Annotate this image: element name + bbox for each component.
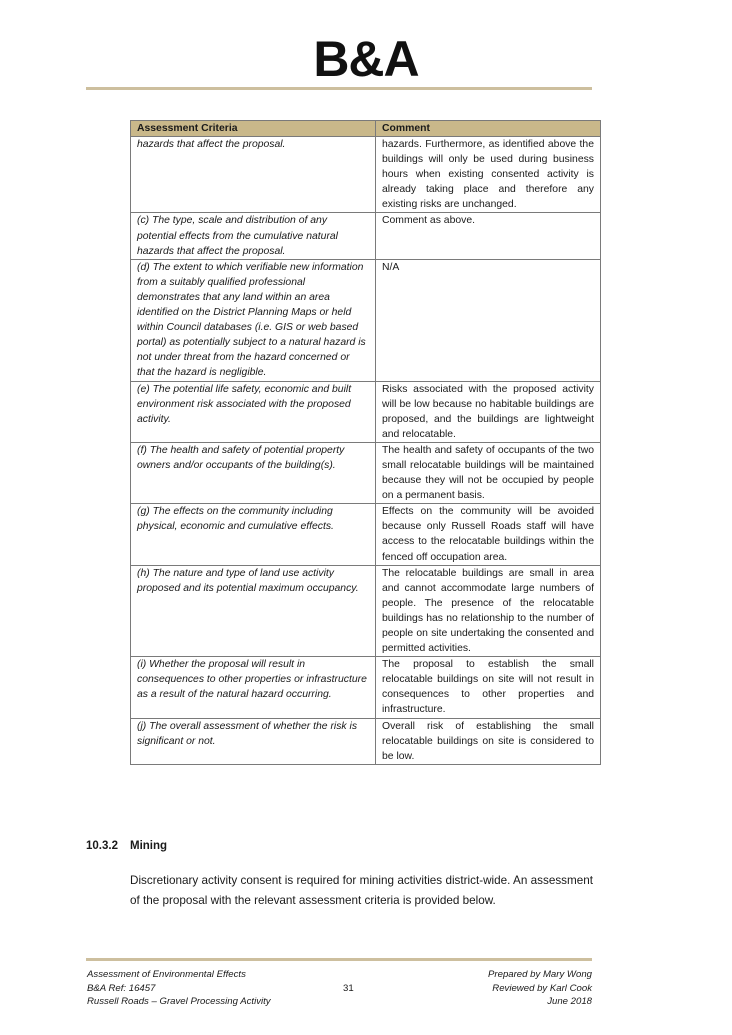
- criteria-cell: (j) The overall assessment of whether the risk is significant or not.: [131, 718, 376, 764]
- criteria-cell: (g) The effects on the community including physical, economic and cumulative effects.: [131, 504, 376, 565]
- table-row: [131, 657, 601, 718]
- section-number: 10.3.2: [86, 840, 118, 852]
- section-title: Mining: [130, 840, 168, 852]
- table-header-row: [131, 121, 601, 137]
- criteria-cell: (f) The health and safety of potential property owners and/or occupants of the building(s).: [131, 442, 376, 503]
- comment-cell: The relocatable buildings are small in area and cannot accommodate large numbers of people. The presence of the relocatable buildings has no relationship to the number of people on site undertaking the consented and permitted activities.: [376, 565, 601, 657]
- table-row: [131, 381, 601, 442]
- comment-cell: The proposal to establish the small relocatable buildings on site will not result in consequences to other properties and infrastructure.: [376, 657, 601, 718]
- company-logo: B&A: [313, 31, 419, 87]
- comment-cell: N/A: [376, 259, 601, 381]
- footer-right: [488, 968, 592, 1009]
- table-row: [131, 213, 601, 259]
- comment-cell: hazards. Furthermore, as identified above the buildings will only be used during business hours when existing consented activity is already taking place and therefore any existing risks are unchanged.: [376, 137, 601, 213]
- criteria-cell: (d) The extent to which verifiable new information from a suitably qualified professional demonstrates that any land within an area identified on the District Planning Maps or held within Council databases (i.e. GIS or web based portal) as potentially subject to a natural hazard is not under threat from the hazard concerned or that the hazard is negligible.: [131, 259, 376, 381]
- comment-cell: Overall risk of establishing the small relocatable buildings on site is considered to be low.: [376, 718, 601, 764]
- footer-project-name: Russell Roads – Gravel Processing Activity: [87, 996, 271, 1008]
- footer-divider: [86, 958, 592, 961]
- criteria-cell: (e) The potential life safety, economic and built environment risk associated with the proposed activity.: [131, 381, 376, 442]
- table-row: [131, 137, 601, 213]
- column-header-criteria: Assessment Criteria: [131, 121, 376, 137]
- table-row: [131, 504, 601, 565]
- comment-cell: Comment as above.: [376, 213, 601, 259]
- section-paragraph: Discretionary activity consent is required for mining activities district-wide. An assessment of the proposal with the relevant assessment criteria is provided below.: [130, 874, 593, 907]
- table-row: [131, 565, 601, 657]
- table-row: [131, 718, 601, 764]
- page-number: 31: [343, 983, 354, 994]
- table-row: [131, 442, 601, 503]
- footer-reference: B&A Ref: 16457: [87, 982, 156, 994]
- footer-left: [87, 968, 271, 1009]
- assessment-criteria-table: [130, 120, 601, 765]
- section-heading: [86, 840, 167, 852]
- header-divider: [86, 87, 592, 90]
- criteria-cell: (c) The type, scale and distribution of any potential effects from the cumulative natural hazards that affect the proposal.: [131, 213, 376, 259]
- comment-cell: Risks associated with the proposed activity will be low because no habitable buildings are proposed, and the buildings are lightweight and relocatable.: [376, 381, 601, 442]
- footer-reviewed-by: Reviewed by Karl Cook: [492, 982, 592, 994]
- comment-cell: The health and safety of occupants of the two small relocatable buildings will be maintained because they will not be occupied by people on a permanent basis.: [376, 442, 601, 503]
- footer-prepared-by: Prepared by Mary Wong: [488, 969, 592, 980]
- comment-cell: Effects on the community will be avoided because only Russell Roads staff will have access to the relocatable buildings within the fenced off occupation area.: [376, 504, 601, 565]
- column-header-comment: Comment: [376, 121, 601, 137]
- criteria-cell: (i) Whether the proposal will result in consequences to other properties or infrastructure as a result of the natural hazard occurring.: [131, 657, 376, 718]
- criteria-cell: hazards that affect the proposal.: [131, 137, 376, 213]
- footer-document-title: Assessment of Environmental Effects: [87, 969, 246, 980]
- criteria-cell: (h) The nature and type of land use activity proposed and its potential maximum occupancy.: [131, 565, 376, 657]
- table-row: [131, 259, 601, 381]
- footer-date: June 2018: [547, 996, 592, 1008]
